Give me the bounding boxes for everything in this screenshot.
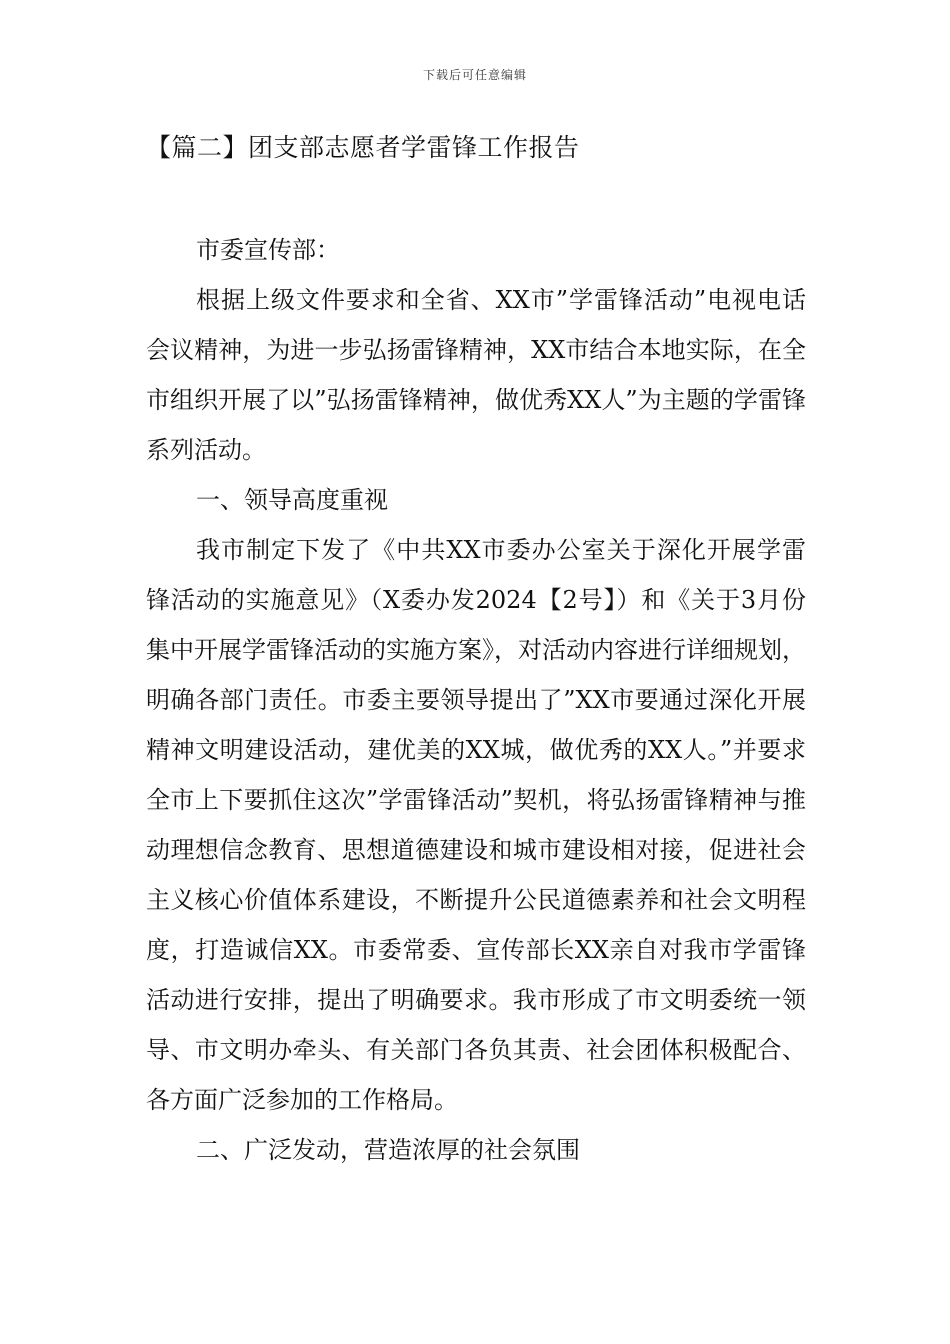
document-title: 【篇二】团支部志愿者学雷锋工作报告 xyxy=(146,133,580,162)
salutation: 市委宣传部： xyxy=(196,236,340,264)
document-body xyxy=(146,225,806,1175)
section-heading-1: 一、领导高度重视 xyxy=(196,486,388,514)
section-heading-2: 二、广泛发动，营造浓厚的社会氛围 xyxy=(196,1136,580,1164)
paragraph-section-1: 我市制定下发了《中共XX市委办公室关于深化开展学雷锋活动的实施意见》（X委办发2024【2号】）和《关于3月份集中开展学雷锋活动的实施方案》，对活动内容进行详细规划，明确各部门责任。市委主要领导提出了”XX市要通过深化开展精神文明建设活动，建优美的XX城，做优秀的XX人。”并要求全市上下要抓住这次”学雷锋活动”契机，将弘扬雷锋精神与推动理想信念教育、思想道德建设和城市建设相对接，促进社会主义核心价值体系建设，不断提升公民道德素养和社会文明程度，打造诚信XX。市委常委、宣传部长XX亲自对我市学雷锋活动进行安排，提出了明确要求。我市形成了市文明委统一领导、市文明办牵头、有关部门各负其责、社会团体积极配合、各方面广泛参加的工作格局。 xyxy=(146,536,806,1114)
header-note: 下载后可任意编辑 xyxy=(422,68,527,82)
paragraph-intro: 根据上级文件要求和全省、XX市”学雷锋活动”电视电话会议精神，为进一步弘扬雷锋精神，XX市结合本地实际，在全市组织开展了以”弘扬雷锋精神，做优秀XX人”为主题的学雷锋系列活动。 xyxy=(146,286,806,464)
